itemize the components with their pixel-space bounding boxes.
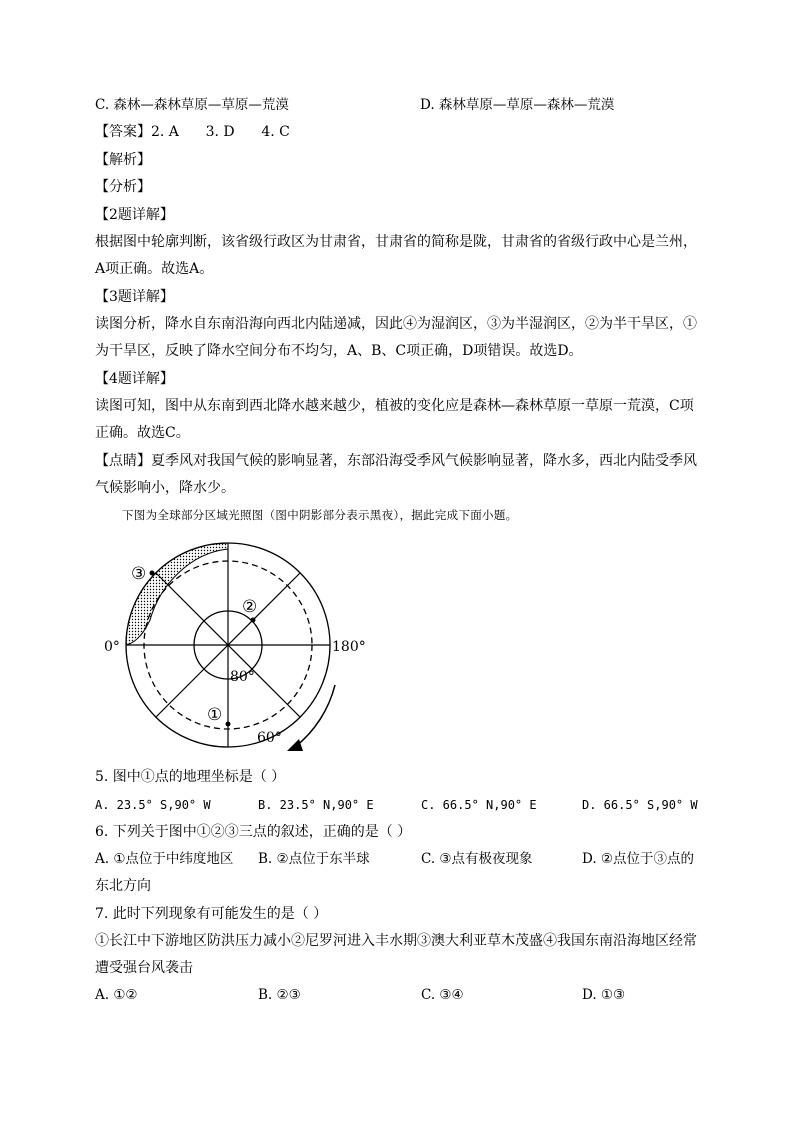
q3-line2: 为干旱区，反映了降水空间分布不均匀，A、B、C项正确，D项错误。故选D。: [95, 343, 583, 359]
dianjing-line1: [95, 451, 697, 471]
q7-option-a: A. ①②: [95, 987, 138, 1003]
q6-option-b: B. ②点位于东半球: [258, 851, 370, 867]
answer-line: [95, 122, 290, 142]
q6-option-a: A. ①点位于中纬度地区: [95, 851, 234, 867]
point-1-dot: [226, 722, 231, 727]
label-point-2: ②: [242, 597, 258, 617]
label-0deg: 0°: [104, 639, 120, 655]
option-c: C. 森林—森林草原—草原—荒漠: [95, 97, 289, 113]
label-point-1: ①: [207, 705, 223, 725]
q7-line2: 遭受强台风袭击: [95, 960, 193, 976]
q2-line1: 根据图中轮廓判断，该省级行政区为甘肃省，甘肃省的简称是陇，甘肃省的省级行政中心是兰州，: [95, 234, 697, 250]
q7-line1: ①长江中下游地区防洪压力减小②尼罗河进入丰水期③澳大利亚草木茂盛④我国东南沿海地区经常: [95, 933, 697, 949]
arrow-head: [287, 739, 303, 751]
q4-tag: 【4题详解】: [95, 371, 174, 387]
diagram-intro: 下图为全球部分区域光照图（图中阴影部分表示黑夜），据此完成下面小题。: [122, 508, 518, 522]
q4-line1: 读图可知，图中从东南到西北降水越来越少，植被的变化应是森林—森林草原一草原一荒漠，C项: [95, 398, 694, 414]
q6-stem: 6. 下列关于图中①②③三点的叙述，正确的是（ ）: [95, 824, 412, 840]
option-d: D. 森林草原—草原—森林—荒漠: [420, 97, 615, 113]
label-60deg: 60°: [257, 730, 282, 746]
point-2-dot: [251, 618, 256, 623]
q4-line2: 正确。故选C。: [95, 425, 190, 441]
q7-stem: 7. 此时下列现象有可能发生的是（ ）: [95, 906, 328, 922]
fenxi-tag: 【分析】: [95, 179, 151, 195]
q5-stem: 5. 图中①点的地理坐标是（ ）: [95, 769, 286, 785]
q6-option-d-cont: 东北方向: [95, 878, 151, 894]
dianjing-text1: 夏季风对我国气候的影响显著，东部沿海受季风气候影响显著，降水多，西北内陆受季风: [151, 453, 697, 469]
q6-option-d: D. ②点位于③点的: [582, 851, 695, 867]
label-80deg: 80°: [230, 669, 255, 685]
q7-option-c: C. ③④: [421, 987, 464, 1003]
q2-tag: 【2题详解】: [95, 207, 174, 223]
q7-option-b: B. ②③: [258, 987, 301, 1003]
q5-option-d: D. 66.5° S,90° W: [582, 798, 698, 812]
q5-option-c: C. 66.5° N,90° E: [421, 798, 537, 812]
q7-option-d: D. ①③: [582, 987, 626, 1003]
dianjing-tag: 【点睛】: [95, 453, 151, 469]
label-point-3: ③: [131, 564, 147, 584]
dianjing-line2: 气候影响小，降水少。: [95, 480, 235, 496]
label-180deg: 180°: [332, 639, 366, 655]
q5-option-b: B. 23.5° N,90° E: [258, 798, 374, 812]
q5-option-a: A. 23.5° S,90° W: [95, 798, 211, 812]
q3-tag: 【3题详解】: [95, 289, 174, 305]
q3-line1: 读图分析，降水自东南沿海向西北内陆递减，因此④为湿润区，③为半湿润区，②为半干旱区，①: [95, 316, 697, 332]
analysis-tag: 【解析】: [95, 152, 151, 168]
q2-line2: A项正确。故选A。: [95, 261, 214, 277]
answer-tag: 【答案】: [95, 124, 151, 140]
point-3-dot: [150, 571, 155, 576]
answer-text: 2. A 3. D 4. C: [151, 124, 290, 140]
illumination-diagram: [95, 525, 385, 760]
q6-option-c: C. ③点有极夜现象: [421, 851, 533, 867]
